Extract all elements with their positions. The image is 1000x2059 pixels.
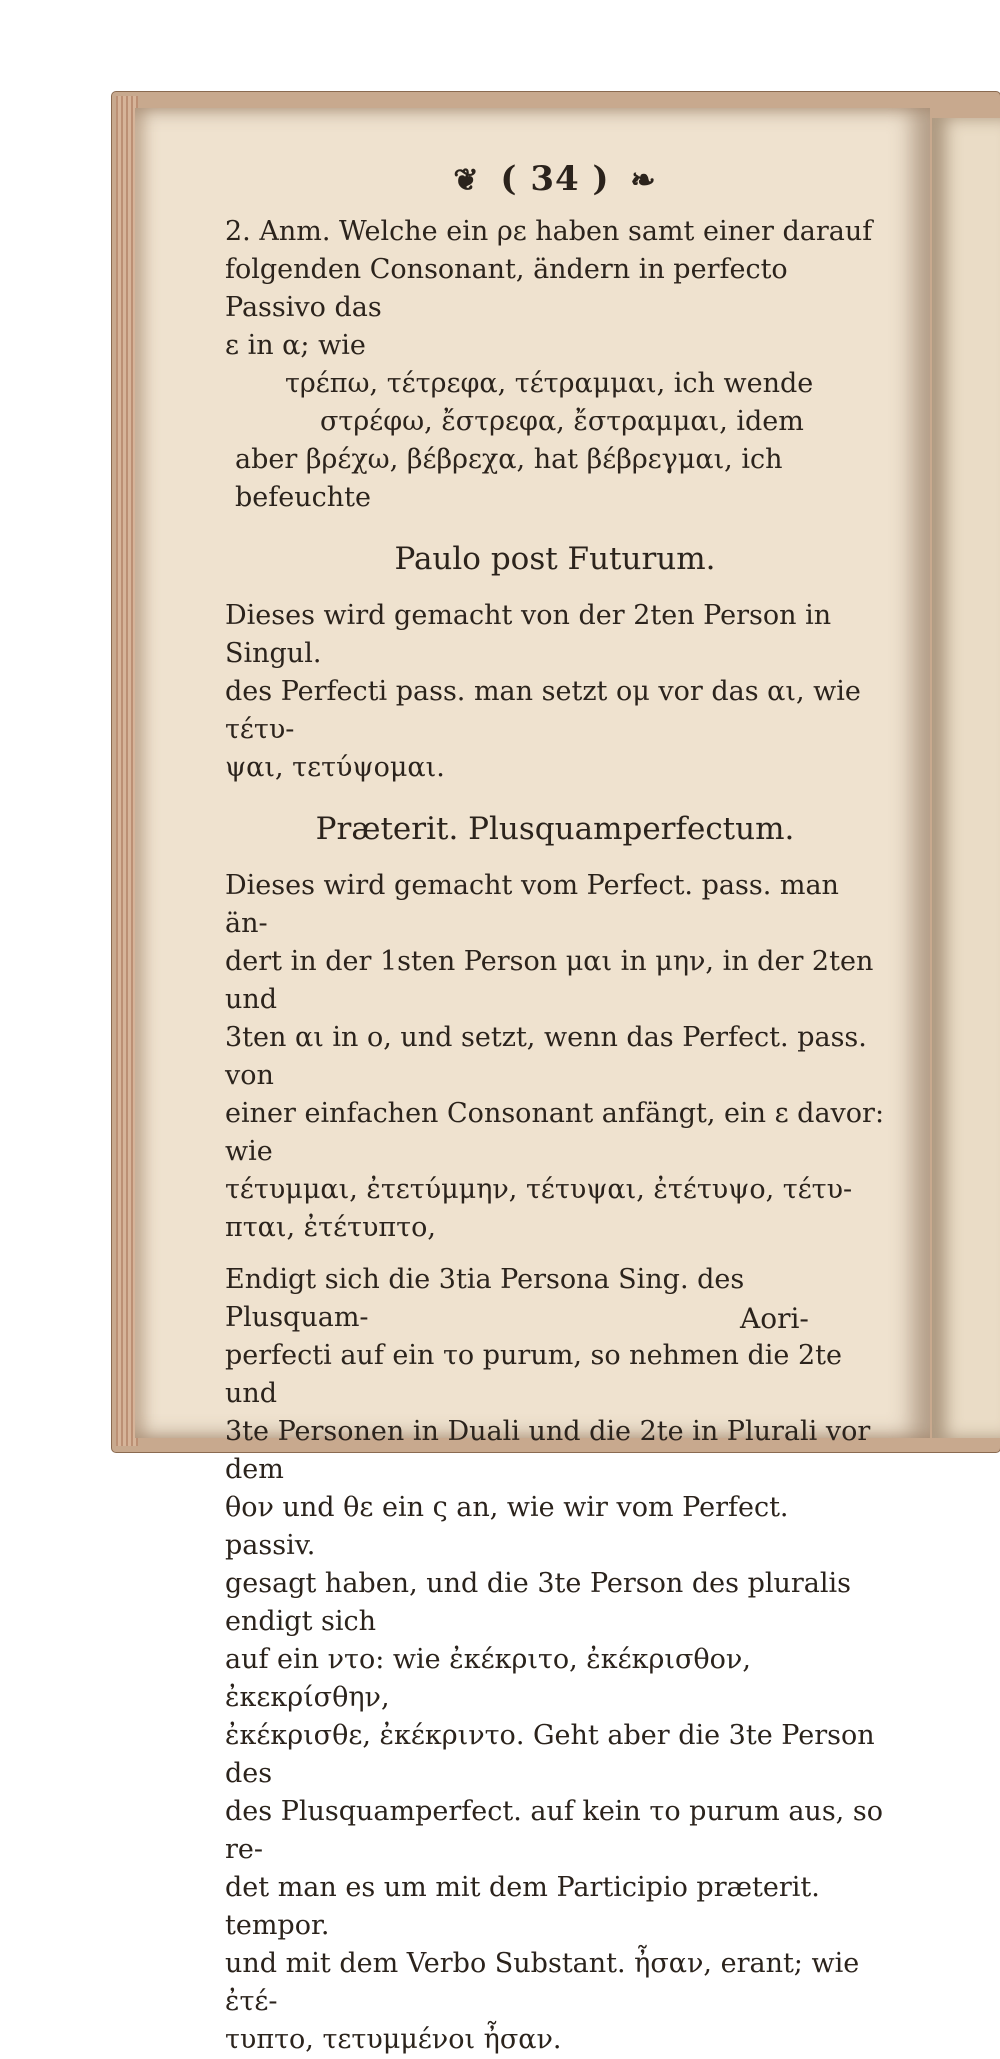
paulo-post-paragraph (225, 597, 885, 787)
text-line: 3te Personen in Duali und die 2te in Plurali vor dem (225, 1416, 871, 1485)
section-heading: Præterit. Plusquamperfectum. (315, 811, 795, 847)
spacer (225, 1247, 885, 1261)
right-page-edge (932, 118, 1000, 1438)
text-line: 3ten αι in ο, und setzt, wenn das Perfect. pass. von (225, 1022, 867, 1091)
text-line: folgenden Consonant, ändern in perfecto Passivo das (225, 254, 788, 323)
catchword: Aori- (740, 1302, 809, 1335)
text-line: det man es um mit dem Participio præterit. tempor. (225, 1872, 820, 1941)
text-line: perfecti auf ein το purum, so nehmen die 2te und (225, 1340, 842, 1409)
text-line: ἐκέκρισθε, ἐκέκριντο. Geht aber die 3te Person des (225, 1720, 875, 1789)
text-line: Endigt sich die 3tia Persona Sing. des Plusquam- (225, 1264, 745, 1333)
text-line: πται, ἐτέτυπτο, (225, 1212, 436, 1243)
page-header (225, 159, 885, 199)
text-line: dert in der 1sten Person μαι in μην, in der 2ten und (225, 946, 874, 1015)
ornament-left-icon: ❦ (453, 163, 480, 198)
text-line: 2. Anm. Welche ein ρε haben samt einer darauf (225, 216, 873, 247)
text-line: gesagt haben, und die 3te Person des pluralis endigt sich (225, 1568, 852, 1637)
page-text (225, 155, 885, 2059)
remark-paragraph (225, 213, 885, 517)
text-line: θον und θε ein ς an, wie wir vom Perfect. passiv. (225, 1492, 789, 1561)
text-line: aber βρέχω, βέβρεχα, hat βέβρεγμαι, ich befeuchte (235, 444, 783, 513)
text-line: τέτυμμαι, ἐτετύμμην, τέτυψαι, ἐτέτυψο, τέτυ- (225, 1174, 853, 1205)
text-line: Dieses wird gemacht vom Perfect. pass. man än- (225, 870, 839, 939)
endigt-paragraph (225, 1261, 885, 2059)
text-line: τρέπω, τέτρεφα, τέτραμμαι, ich wende (285, 368, 814, 399)
text-line: auf ein ντο: wie ἐκέκριτο, ἐκέκρισθον, ἐκεκρίσθην, (225, 1644, 751, 1713)
plusquamperfect-paragraph (225, 867, 885, 1247)
text-line: Dieses wird gemacht von der 2ten Person in Singul. (225, 600, 832, 669)
text-line: στρέφω, ἔστρεφα, ἔστραμμαι, idem (320, 406, 804, 437)
page-number: ( 34 ) (500, 159, 610, 199)
ornament-right-icon: ❧ (630, 163, 657, 198)
text-line: des Plusquamperfect. auf kein το purum aus, so re- (225, 1796, 883, 1865)
text-line: einer einfachen Consonant anfängt, ein ε davor: wie (225, 1098, 885, 1167)
text-line: ε in α; wie (225, 330, 366, 361)
text-line: des Perfecti pass. man setzt ομ vor das αι, wie τέτυ- (225, 676, 861, 745)
text-line: und mit dem Verbo Substant. ἦσαν, erant; wie ἐτέ- (225, 1948, 860, 2017)
text-line: ψαι, τετύψομαι. (225, 752, 445, 783)
section-heading: Paulo post Futurum. (394, 541, 716, 577)
text-line: τυπτο, τετυμμένοι ἦσαν. (225, 2024, 562, 2055)
